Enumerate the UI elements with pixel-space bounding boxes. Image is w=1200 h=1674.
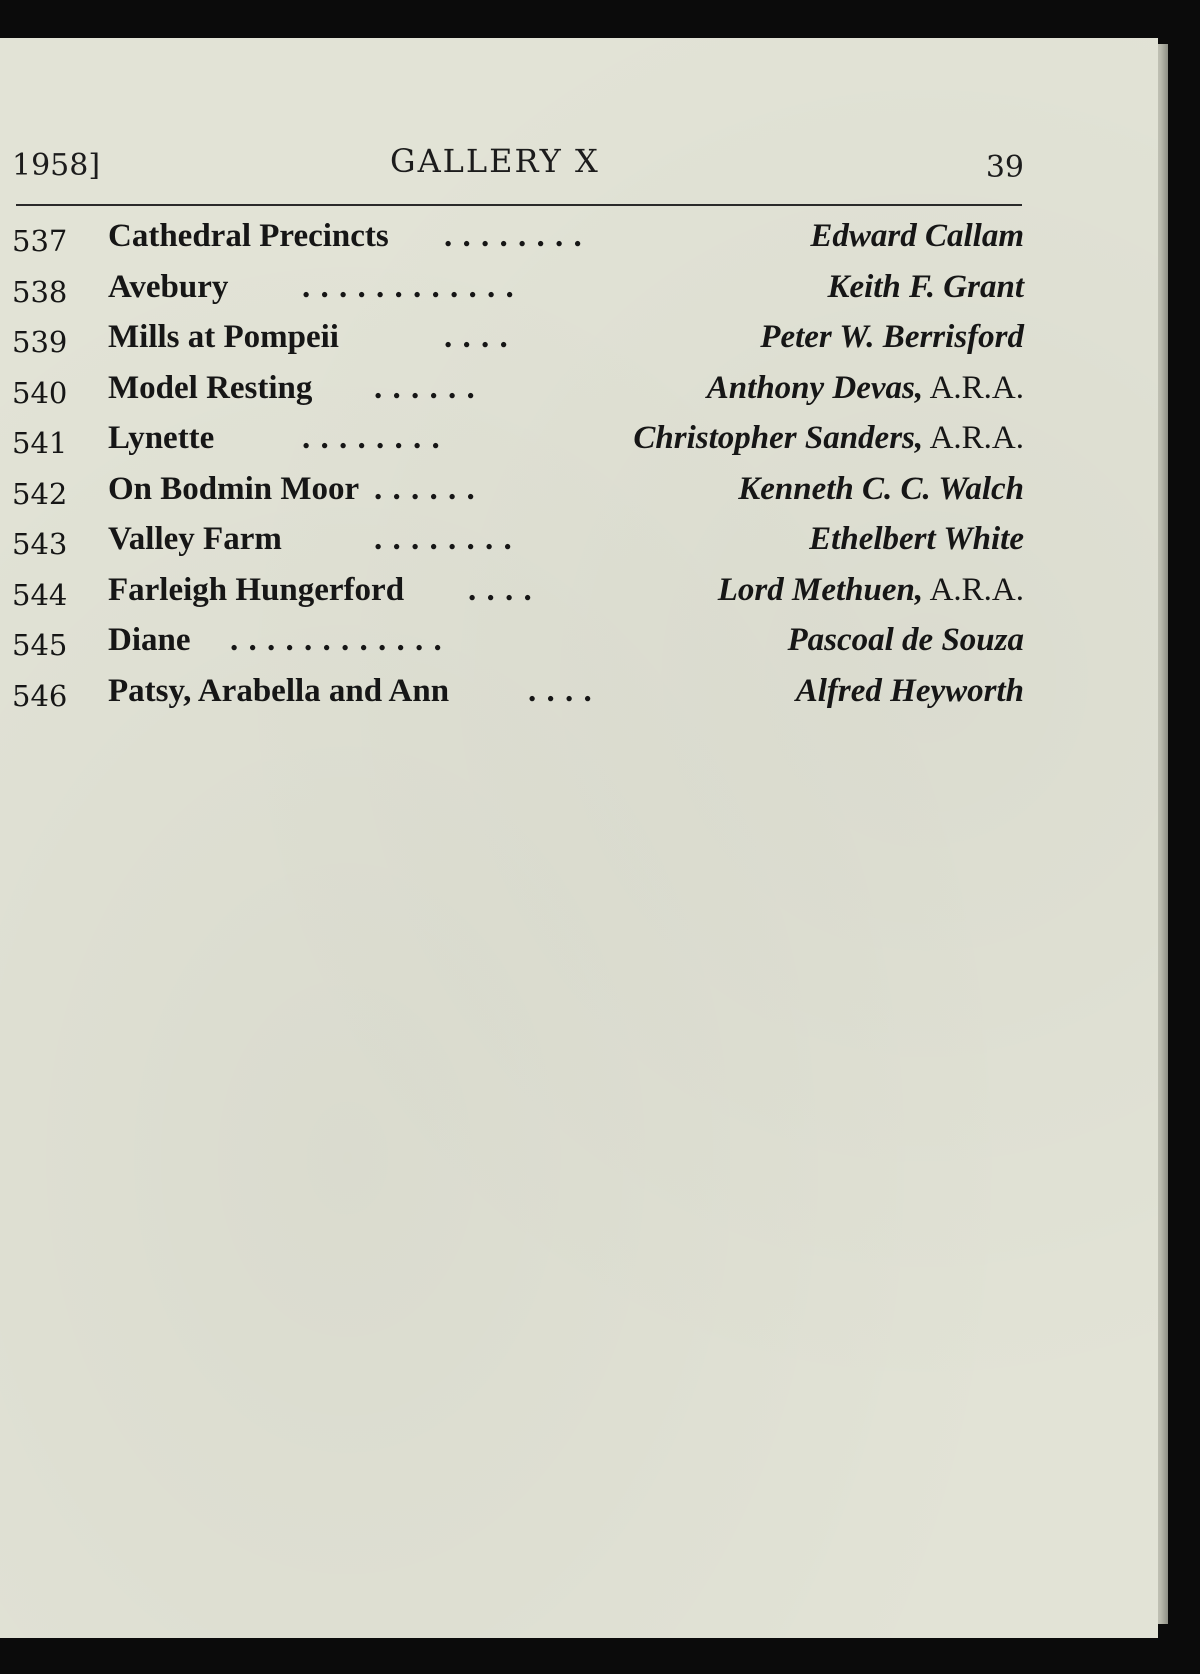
catalogue-entry xyxy=(12,216,1024,267)
catalogue-entry xyxy=(12,368,1024,419)
entry-number: 544 xyxy=(12,577,68,612)
entry-number: 538 xyxy=(12,274,68,309)
entry-artist xyxy=(760,319,1024,356)
entry-title: Patsy, Arabella and Ann xyxy=(108,672,450,709)
running-head xyxy=(12,142,1024,192)
header-rule xyxy=(16,204,1022,206)
entry-number: 539 xyxy=(12,325,68,359)
entry-title: Model Resting xyxy=(108,369,313,406)
catalogue-entry xyxy=(12,317,1024,368)
leader-dots: . . . . xyxy=(444,319,509,355)
catalogue-entry xyxy=(12,570,1024,621)
leader-dots: . . . . . . . . xyxy=(302,420,441,456)
artist-name: Edward Callam xyxy=(810,218,1024,254)
entry-number: 546 xyxy=(12,678,68,713)
entry-artist xyxy=(633,420,1024,457)
entry-number: 537 xyxy=(12,224,68,258)
artist-name: Pascoal de Souza xyxy=(787,622,1024,658)
entry-number: 540 xyxy=(12,375,68,410)
artist-name: Kenneth C. C. Walch xyxy=(738,470,1024,507)
artist-name: Ethelbert White xyxy=(809,521,1024,557)
entry-artist xyxy=(810,218,1024,255)
artist-name: Alfred Heyworth xyxy=(795,672,1024,709)
catalogue-entry xyxy=(12,519,1024,570)
entry-artist xyxy=(787,622,1024,659)
leader-dots: . . . . . . . . . . . . xyxy=(230,622,443,658)
artist-name: Keith F. Grant xyxy=(827,268,1024,305)
entry-artist xyxy=(827,269,1024,306)
entry-title: Farleigh Hungerford xyxy=(108,571,405,608)
year-label: 1958] xyxy=(12,148,101,183)
entry-title: On Bodmin Moor xyxy=(108,470,360,507)
entry-title: Cathedral Precincts xyxy=(108,218,389,254)
entry-title: Valley Farm xyxy=(108,521,282,557)
artist-honour: A.R.A. xyxy=(923,369,1024,406)
entry-title: Mills at Pompeii xyxy=(108,319,339,355)
entry-artist xyxy=(796,673,1024,710)
entry-title: Diane xyxy=(108,622,191,658)
leader-dots: . . . . . . . . xyxy=(374,521,513,557)
catalogue-entry xyxy=(12,469,1024,520)
artist-name: Christopher Sanders, xyxy=(633,420,924,456)
gallery-title: GALLERY X xyxy=(390,142,600,180)
catalogue-entry xyxy=(12,671,1024,722)
artist-name: Peter W. Berrisford xyxy=(760,319,1024,355)
catalogue-entry xyxy=(12,418,1024,469)
entry-artist xyxy=(707,370,1024,407)
leader-dots: . . . . xyxy=(528,672,593,709)
leader-dots: . . . . . . xyxy=(374,369,476,406)
entry-title: Avebury xyxy=(108,268,229,305)
page-number: 39 xyxy=(985,150,1024,185)
entry-number: 545 xyxy=(12,628,68,662)
entry-artist xyxy=(809,521,1024,558)
catalogue-entry xyxy=(12,267,1024,318)
entry-artist xyxy=(718,572,1024,609)
entry-title: Lynette xyxy=(108,420,215,456)
entry-number: 541 xyxy=(12,426,68,460)
artist-name: Anthony Devas, xyxy=(706,369,924,406)
leader-dots: . . . . . . . . . . . . xyxy=(302,268,515,305)
artist-honour: A.R.A. xyxy=(923,420,1024,456)
entry-number: 543 xyxy=(12,527,68,561)
catalogue-entries xyxy=(12,216,1024,721)
artist-name: Lord Methuen, xyxy=(717,571,924,608)
entry-number: 542 xyxy=(12,476,68,511)
catalogue-entry xyxy=(12,620,1024,671)
leader-dots: . . . . . . xyxy=(374,470,476,507)
leader-dots: . . . . xyxy=(468,571,533,608)
artist-honour: A.R.A. xyxy=(923,571,1024,608)
entry-artist xyxy=(738,471,1024,508)
leader-dots: . . . . . . . . xyxy=(444,218,583,254)
